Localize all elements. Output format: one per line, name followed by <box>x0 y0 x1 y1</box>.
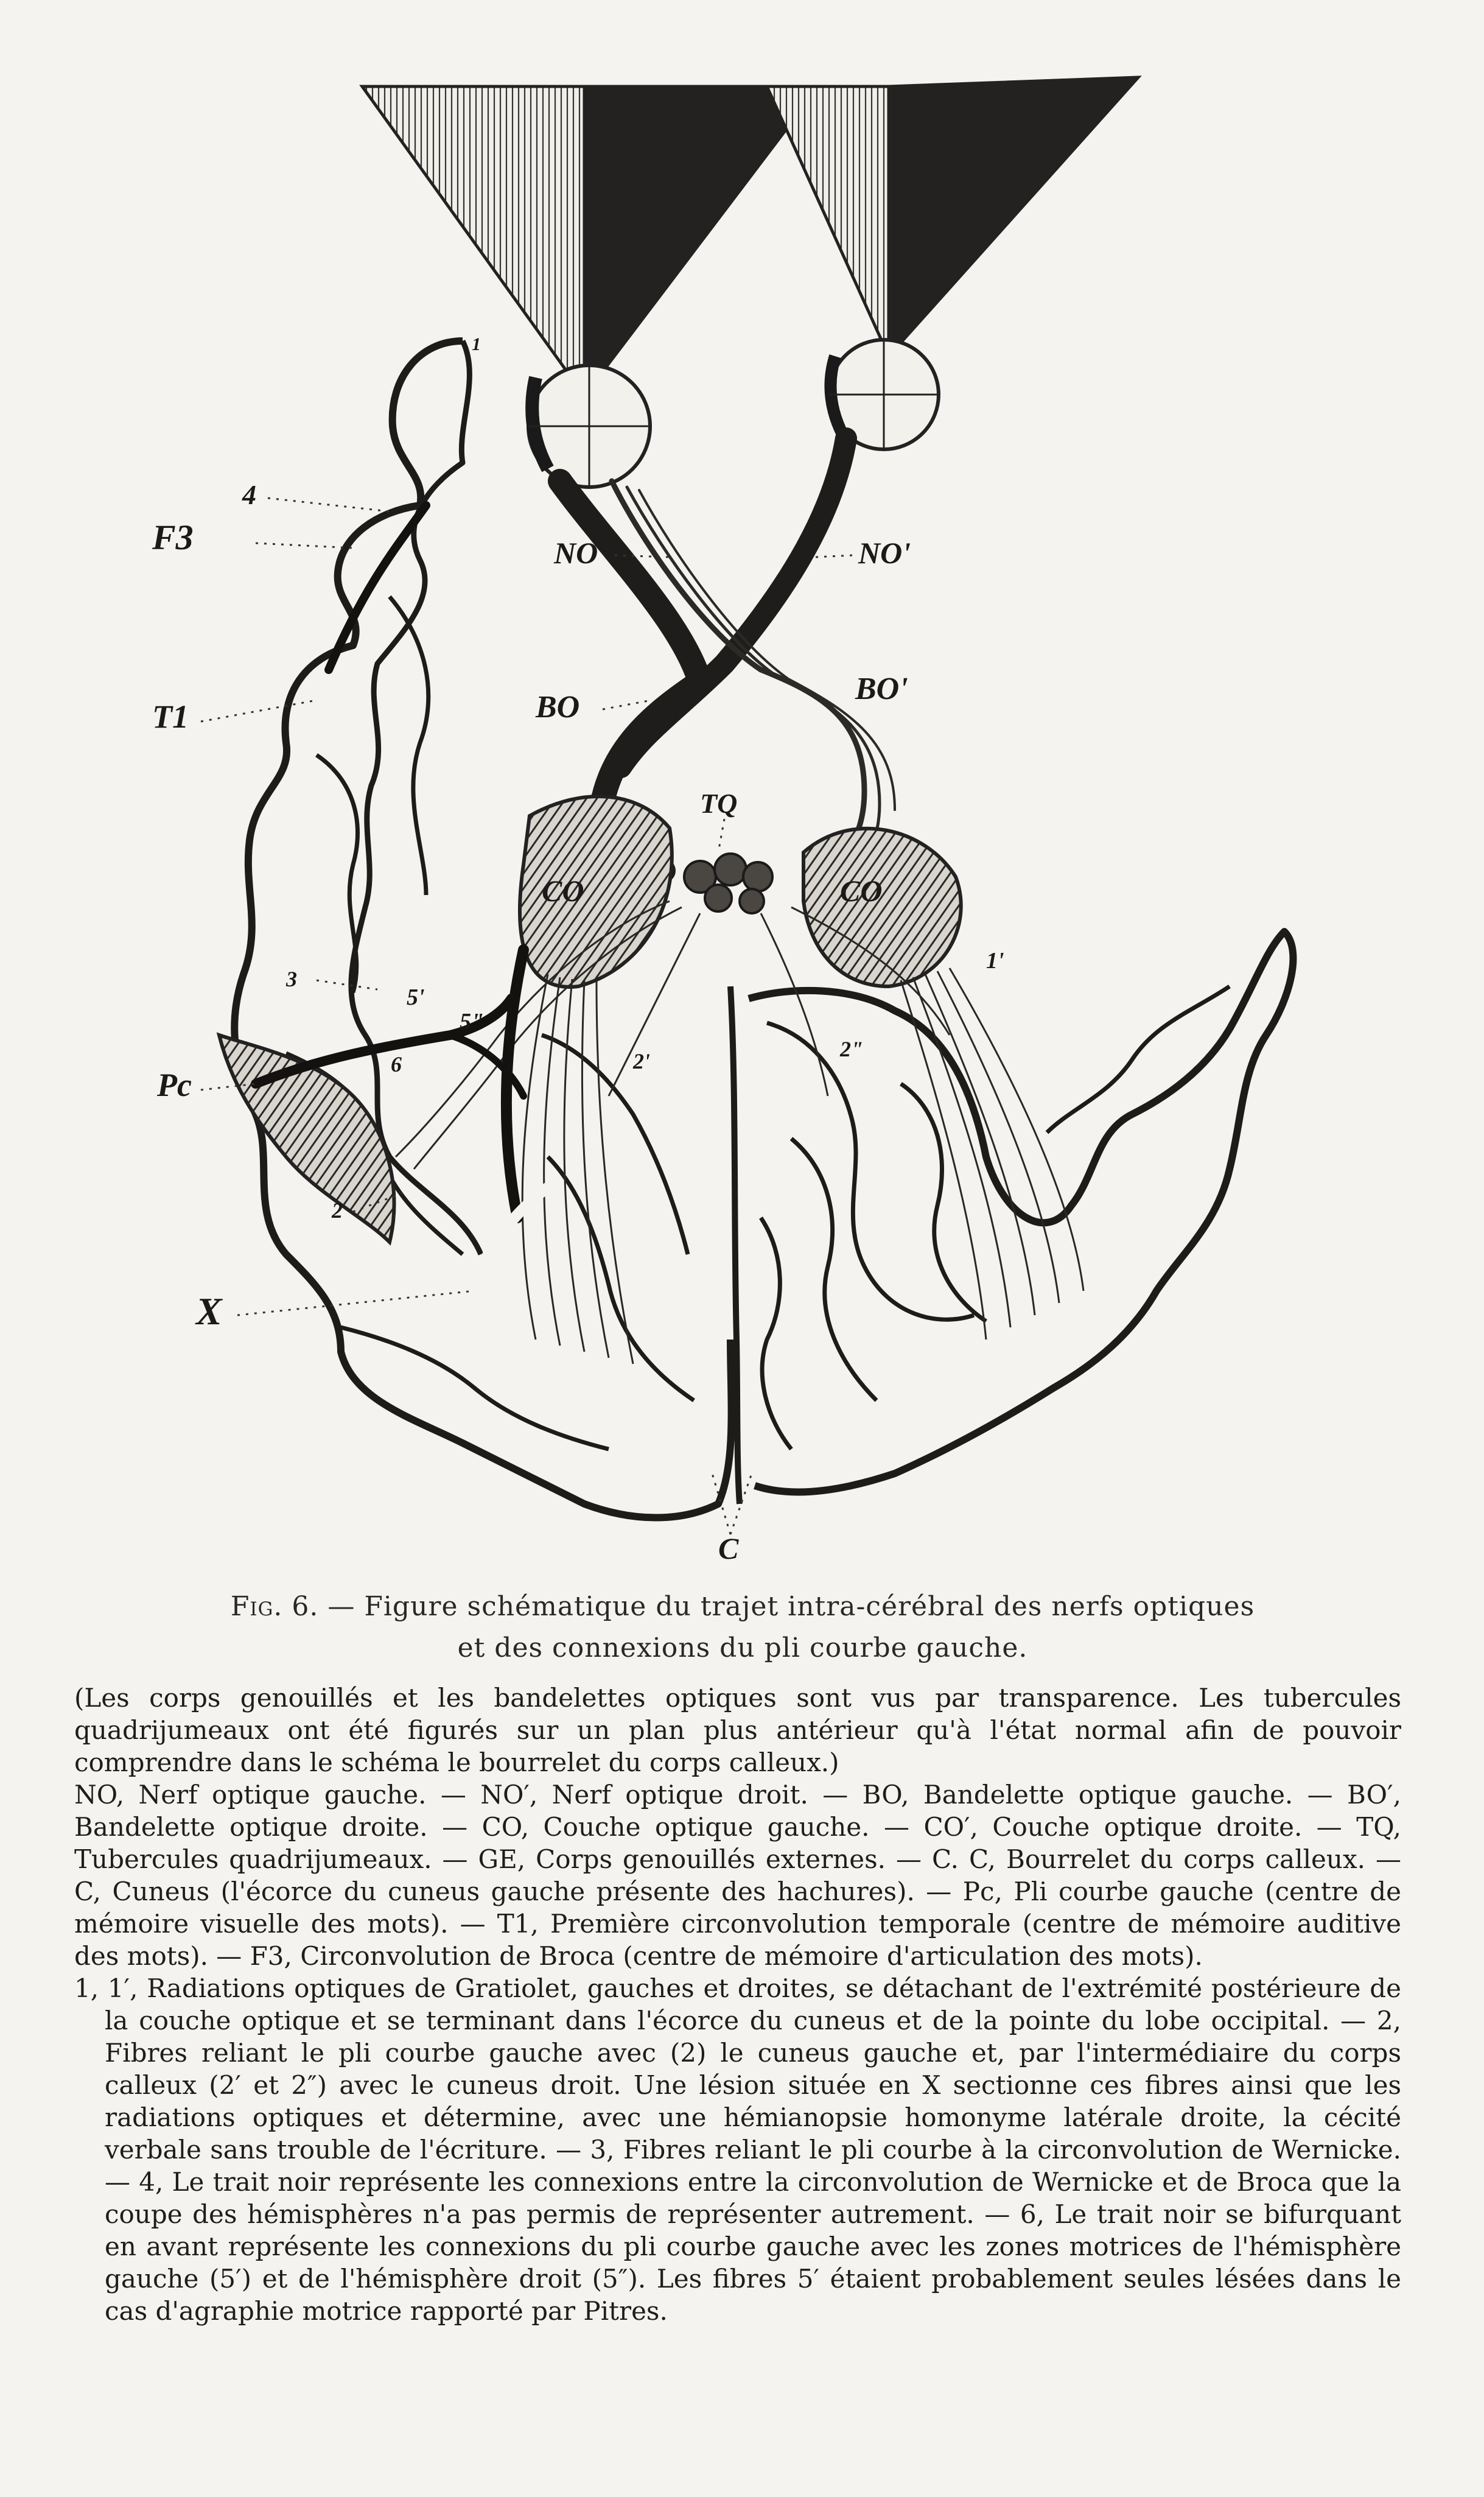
label-co-left: CO <box>542 874 584 908</box>
right-hemisphere <box>749 932 1293 1492</box>
trait-4 <box>329 505 426 670</box>
label-bo-prime: BO' <box>855 672 908 706</box>
label-x: X <box>196 1290 222 1333</box>
legend-numbered: 1, 1′, Radiations optiques de Gratiolet, gauches et droites, se détachant de l'extrémité postérieure de la couche optique et se terminant dans l'écorce du cuneus et de la pointe du lobe occipital. — 2, Fibres reliant le pli courbe gauche avec (2) le cuneus gauche et, par l'intermédiaire du corps calleux (2′ et 2″) avec le cuneus droit. Une lésion située en X sectionne ces fibres ainsi que les radiations optiques et détermine, avec une hémianopsie homonyme latérale droite, la cécité verbale sans trouble de l'écriture. — 3, Fibres reliant le pli courbe à la circonvolution de Wernicke. — 4, Le trait noir représente les connexions entre la circonvolution de Wernicke et de Broca que la coupe des hémisphères n'a pas permis de représenter autrement. — 6, Le trait noir se bifurquant en avant représente les connexions du pli courbe gauche avec les zones motrices de l'hémisphère gauche (5′) et de l'hémisphère droit (5″). Les fibres 5′ étaient probablement seules lésées dans le cas d'agraphie motrice rapporté par Pitres. <box>74 1973 1401 2326</box>
figure-legend <box>74 1682 1401 2327</box>
label-3: 3 <box>286 967 297 991</box>
label-co-right: CO <box>840 874 883 908</box>
legend-abbreviations: NO, Nerf optique gauche. — NO′, Nerf optique droit. — BO, Bandelette optique gauche. — BO′, Bandelette optique droite. — CO, Couche optique gauche. — CO′, Couche optique droite. — TQ, Tubercules quadrijumeaux. — GE, Corps genouillés externes. — C. C, Bourrelet du corps calleux. — C, Cuneus (l'écorce du cuneus gauche présente des hachures). — Pc, Pli courbe gauche (centre de mémoire visuelle des mots). — T1, Première circonvolution temporale (centre de mémoire auditive des mots). — F3, Circonvolution de Broca (centre de mémoire d'articulation des mots). <box>74 1780 1401 1971</box>
label-tq: TQ <box>700 788 738 819</box>
label-c: C <box>718 1531 739 1565</box>
label-2-prime: 2' <box>633 1049 651 1073</box>
label-no-prime: NO' <box>858 536 911 570</box>
left-hemisphere <box>234 341 731 1518</box>
label-pc: Pc <box>157 1067 192 1103</box>
label-t1: T1 <box>152 698 189 735</box>
figure-number: Fig. 6. <box>230 1591 319 1622</box>
caption-line-1 <box>122 1586 1363 1628</box>
label-f3: F3 <box>152 518 194 557</box>
label-5-prime: 5' <box>407 985 425 1010</box>
label-6: 6 <box>391 1052 402 1076</box>
label-4: 4 <box>242 479 256 510</box>
label-1: 1 <box>472 334 481 354</box>
caption-title: — Figure schématique du trajet intra-cérébral des nerfs optiques <box>327 1591 1255 1622</box>
optic-thalami <box>520 796 961 987</box>
legend-intro: (Les corps genouillés et les bandelettes optiques sont vus par transparence. Les tubercules quadrijumeaux ont été figurés sur un plan plus antérieur qu'à l'état normal afin de pouvoir comprendre dans le schéma le bourrelet du corps calleux.) <box>74 1683 1401 1777</box>
label-1-prime: 1' <box>986 948 1004 974</box>
label-2: 2 <box>332 1198 343 1223</box>
figure-caption <box>122 1586 1363 1669</box>
caption-line-2: et des connexions du pli courbe gauche. <box>457 1632 1028 1663</box>
label-2-double-prime: 2" <box>840 1037 863 1061</box>
tubercules-quadrijumeaux <box>684 854 772 913</box>
label-5-double-prime: 5" <box>460 1009 485 1034</box>
label-no: NO <box>554 536 598 570</box>
label-bo: BO <box>536 690 580 725</box>
